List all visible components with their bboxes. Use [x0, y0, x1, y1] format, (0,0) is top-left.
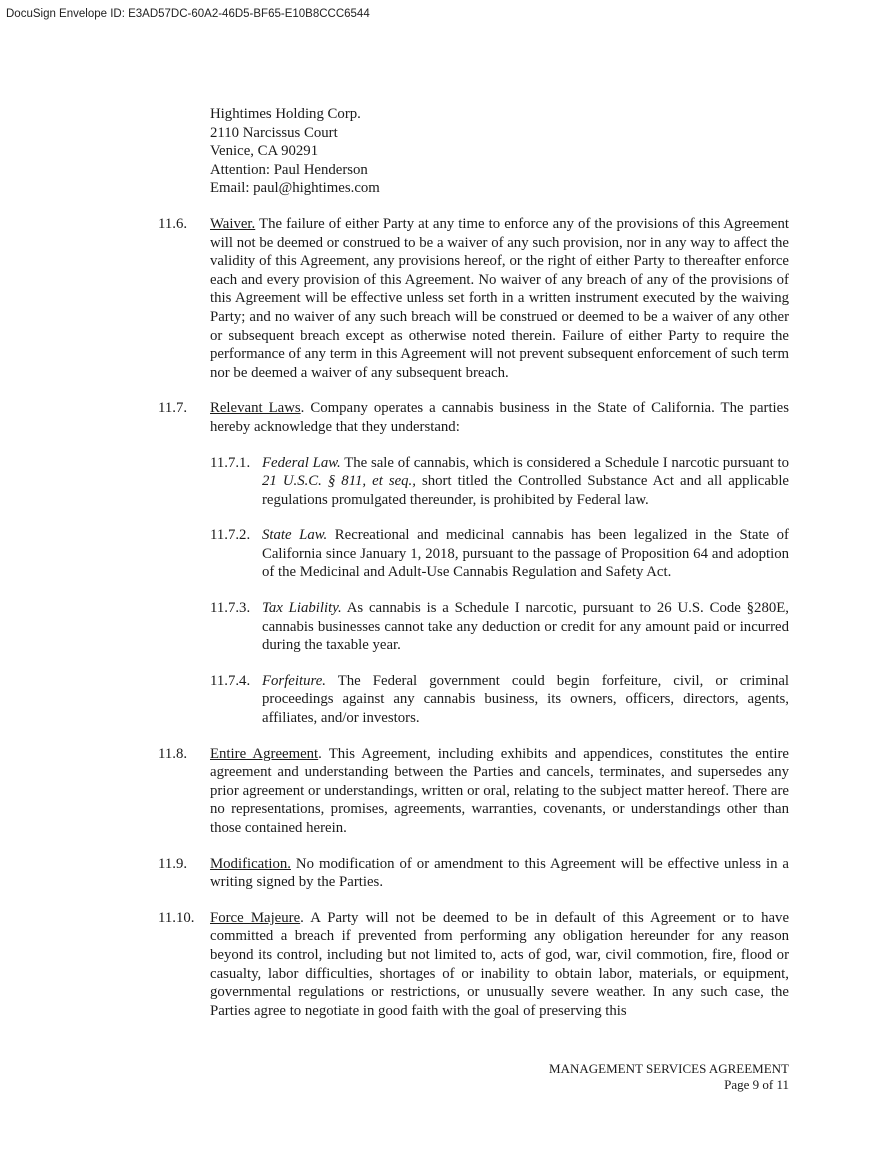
- subsection-number: 11.7.3.: [210, 600, 251, 617]
- section-text: . Company operates a cannabis business in the State of California. The parties hereby acknowledge that they understand:: [210, 400, 789, 435]
- address-company: Hightimes Holding Corp.: [210, 106, 361, 122]
- section-text: The failure of either Party at any time to enforce any of the provisions of this Agreement will not be deemed or construed to be a waiver of any such provision, nor in any way to affect the validity of this Agreement, any provisions hereof, or the right of either Party to thereafter enforce each and every provision of this Agreement. No waiver of any breach of any of the provisions of this Agreement will be effective unless set forth in a written instrument executed by the waiving Party; and no waiver of any such breach will be construed or deemed to be a waiver of any other or subsequent breach except as otherwise noted therein. Failure of either Party to require the performance of any term in this Agreement will not prevent subsequent enforcement of such term nor be deemed a waiver of any subsequent breach.: [210, 215, 789, 381]
- section-title: Entire Agreement: [210, 745, 319, 762]
- section-text: . A Party will not be deemed to be in default of this Agreement or to have committed a breach if prevented from performing any obligation hereunder for any reason beyond its control, including but not limited to, acts of god, war, civil commotion, fire, flood or casualty, labor difficulties, shortages of or inability to obtain labor, materials, or equipment, governmental regulations or restrictions, or unusually severe weather. In any such case, the Parties agree to negotiate in good faith with the goal of preserving this: [210, 909, 790, 1019]
- docusign-envelope-id: DocuSign Envelope ID: E3AD57DC-60A2-46D5-BF65-E10B8CCC6544: [6, 8, 370, 20]
- section-11-8-entire-agreement: [158, 745, 789, 838]
- subsection-text: The sale of cannabis, which is considered a Schedule I narcotic pursuant to: [340, 454, 789, 471]
- address-street: 2110 Narcissus Court: [210, 124, 338, 141]
- section-11-10-force-majeure: [158, 909, 789, 1021]
- section-number: 11.9.: [158, 855, 188, 872]
- subsection-text: As cannabis is a Schedule I narcotic, pursuant to 26 U.S. Code §280E, cannabis businesses cannot take any deduction or credit for any amount paid or incurred during the taxable year.: [262, 600, 789, 654]
- subsection-11-7-2-state-law: [158, 526, 789, 582]
- section-number: 11.8.: [158, 745, 188, 762]
- notice-address-block: [210, 105, 789, 198]
- section-11-9-modification: [158, 855, 789, 892]
- section-number: 11.6.: [158, 215, 188, 232]
- subsection-number: 11.7.1.: [210, 454, 251, 471]
- subsection-number: 11.7.2.: [210, 527, 251, 544]
- subsection-text-cont: short titled the Controlled Substance Act and all applicable regulations promulgated thereunder, is prohibited by Federal law.: [262, 473, 789, 508]
- footer-page-number: Page 9 of 11: [724, 1077, 789, 1092]
- section-11-7-relevant-laws: [158, 399, 789, 436]
- document-body: [158, 105, 789, 1037]
- footer-document-title: MANAGEMENT SERVICES AGREEMENT: [549, 1061, 789, 1076]
- subsection-title: Federal Law.: [262, 454, 341, 471]
- subsection-number: 11.7.4.: [210, 672, 251, 689]
- subsection-title: Forfeiture.: [262, 672, 326, 689]
- subsection-title: Tax Liability.: [262, 600, 342, 617]
- address-city: Venice, CA 90291: [210, 143, 319, 160]
- statute-citation: 21 U.S.C. § 811, et seq.,: [262, 473, 416, 490]
- section-title: Waiver.: [210, 215, 256, 232]
- subsection-text: Recreational and medicinal cannabis has been legalized in the State of California since January 1, 2018, pursuant to the passage of Proposition 64 and adoption of the Medicinal and Adult-Use Cannabis Regulation and Safety Act.: [262, 527, 789, 581]
- section-number: 11.7.: [158, 400, 188, 417]
- address-attention: Attention: Paul Henderson: [210, 161, 368, 178]
- subsection-text: The Federal government could begin forfeiture, civil, or criminal proceedings against any cannabis business, its owners, officers, directors, agents, affiliates, and/or investors.: [262, 672, 789, 727]
- section-text: No modification of or amendment to this Agreement will be effective unless in a writing signed by the Parties.: [210, 855, 789, 891]
- address-email: Email: paul@hightimes.com: [210, 180, 380, 197]
- subsection-11-7-1-federal-law: [158, 454, 789, 510]
- section-number: 11.10.: [158, 909, 195, 926]
- section-title: Force Majeure: [210, 909, 301, 926]
- subsection-11-7-3-tax-liability: [158, 599, 789, 655]
- section-title: Modification.: [210, 855, 291, 872]
- section-11-6-waiver: [158, 215, 789, 382]
- subsection-11-7-4-forfeiture: [158, 672, 789, 728]
- section-text: . This Agreement, including exhibits and appendices, constitutes the entire agreement and understanding between the Parties and cancels, terminates, and supersedes any prior agreement or understandings, written or oral, relating to the subject matter hereof. There are no representations, promises, agreements, warranties, covenants, or understandings other than those contained herein.: [210, 745, 789, 836]
- section-title: Relevant Laws: [210, 400, 301, 417]
- page-footer: [549, 1061, 789, 1093]
- subsection-title: State Law.: [262, 527, 328, 544]
